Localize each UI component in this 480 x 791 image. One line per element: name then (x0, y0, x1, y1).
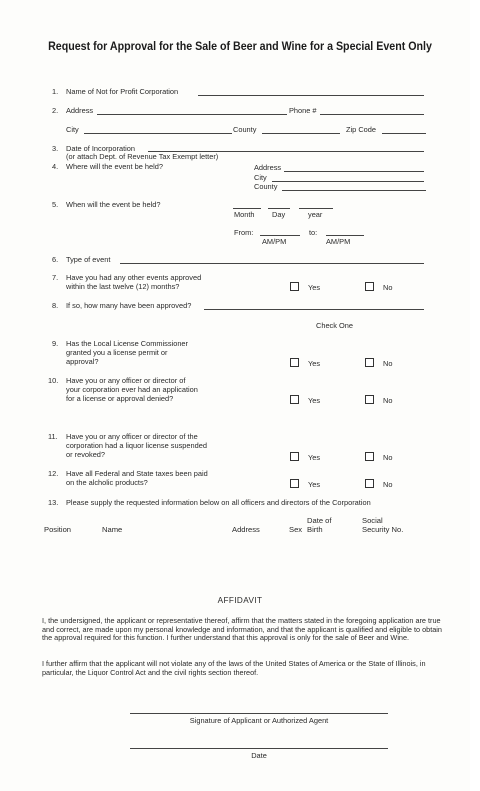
affidavit-paragraph-1: I, the undersigned, the applicant or representative thereof, affirm that the matters stated in the foregoing application are true and correct, are made upon my personal knowledge and information, and that the applicant is qualified and eligible to obtain the approval required for this function. I further understand that this approval is only for the sale of Beer and Wine. (42, 616, 442, 643)
q10-yes-checkbox[interactable] (290, 395, 299, 404)
from-ampm-label: AM/PM (262, 237, 287, 246)
to-label: to: (309, 228, 318, 237)
event-type-field[interactable] (120, 263, 424, 264)
from-label: From: (234, 228, 254, 237)
q7-text-line1: Have you had any other events approved (66, 273, 202, 282)
q12-yes-checkbox[interactable] (290, 479, 299, 488)
col-address: Address (232, 525, 260, 534)
q7-no-checkbox[interactable] (365, 282, 374, 291)
month-field[interactable] (233, 208, 261, 209)
item-number: 13. (48, 498, 59, 507)
signature-field[interactable] (130, 713, 388, 714)
q11-text-line1: Have you or any officer or director of the (66, 432, 198, 441)
q9-no-checkbox[interactable] (365, 358, 374, 367)
q11-no-checkbox[interactable] (365, 452, 374, 461)
item-number: 10. (48, 376, 59, 385)
col-position: Position (44, 525, 72, 534)
phone-field[interactable] (320, 114, 424, 115)
col-dob-line1: Date of (307, 516, 332, 525)
q7-text-line2: within the last twelve (12) months? (66, 282, 180, 291)
year-label: year (308, 210, 323, 219)
no-label: No (383, 396, 393, 405)
q9-yes-checkbox[interactable] (290, 358, 299, 367)
q11-text-line2: corporation had a liquor license suspended (66, 441, 207, 450)
incorporation-date-label: Date of Incorporation (66, 144, 136, 153)
event-county-field[interactable] (282, 190, 426, 191)
no-label: No (383, 453, 393, 462)
day-field[interactable] (268, 208, 290, 209)
zip-label: Zip Code (346, 125, 376, 134)
city-field[interactable] (84, 133, 232, 134)
from-time-field[interactable] (260, 235, 300, 236)
item-number: 2. (52, 106, 59, 115)
yes-label: Yes (308, 283, 321, 292)
to-time-field[interactable] (326, 235, 364, 236)
col-ssn-line2: Security No. (362, 525, 404, 534)
q9-text-line3: approval? (66, 357, 99, 366)
q12-no-checkbox[interactable] (365, 479, 374, 488)
item-number: 9. (52, 339, 59, 348)
city-label: City (66, 125, 79, 134)
corporation-name-field[interactable] (198, 95, 424, 96)
no-label: No (383, 283, 393, 292)
date-label: Date (251, 751, 267, 760)
yes-label: Yes (308, 480, 321, 489)
col-ssn-line1: Social (362, 516, 383, 525)
col-dob-line2: Birth (307, 525, 323, 534)
address-label: Address (66, 106, 94, 115)
q10-text-line3: for a license or approval denied? (66, 394, 174, 403)
yes-label: Yes (308, 396, 321, 405)
no-label: No (383, 480, 393, 489)
col-name: Name (102, 525, 123, 534)
page-edge (470, 0, 480, 791)
approved-count-label: If so, how many have been approved? (66, 301, 192, 310)
incorporation-date-field[interactable] (148, 151, 424, 152)
item-number: 7. (52, 273, 59, 282)
year-field[interactable] (299, 208, 333, 209)
item-number: 3. (52, 144, 59, 153)
approved-count-field[interactable] (204, 309, 424, 310)
signature-label: Signature of Applicant or Authorized Agent (189, 716, 329, 725)
incorporation-date-note: (or attach Dept. of Revenue Tax Exempt letter) (66, 152, 219, 161)
event-type-label: Type of event (66, 255, 111, 264)
event-date-label: When will the event be held? (66, 200, 161, 209)
to-ampm-label: AM/PM (326, 237, 351, 246)
county-field[interactable] (262, 133, 340, 134)
county-label: County (233, 125, 257, 134)
q12-text-line1: Have all Federal and State taxes been paid (66, 469, 208, 478)
form-title: Request for Approval for the Sale of Beer and Wine for a Special Event Only (48, 39, 432, 53)
zip-field[interactable] (382, 133, 426, 134)
q11-text-line3: or revoked? (66, 450, 106, 459)
q11-yes-checkbox[interactable] (290, 452, 299, 461)
corporation-name-label: Name of Not for Profit Corporation (66, 87, 179, 96)
item-number: 5. (52, 200, 59, 209)
event-location-label: Where will the event be held? (66, 162, 163, 171)
event-county-label: County (254, 182, 278, 191)
item-number: 8. (52, 301, 59, 310)
item-number: 1. (52, 87, 59, 96)
q10-text-line2: your corporation ever had an application (66, 385, 198, 394)
q9-text-line1: Has the Local License Commissioner (66, 339, 188, 348)
affidavit-paragraph-2: I further affirm that the applicant will not violate any of the laws of the United States of America or the State of Illinois, in particular, the Liquor Control Act and the civil rights section thereof. (42, 659, 426, 677)
day-label: Day (272, 210, 286, 219)
item-number: 6. (52, 255, 59, 264)
yes-label: Yes (308, 359, 321, 368)
col-sex: Sex (289, 525, 303, 534)
phone-label: Phone # (289, 106, 317, 115)
address-field[interactable] (97, 114, 287, 115)
q9-text-line2: granted you a license permit or (66, 348, 168, 357)
date-field[interactable] (130, 748, 388, 749)
event-city-label: City (254, 173, 267, 182)
event-address-field[interactable] (284, 171, 424, 172)
item-number: 11. (48, 432, 58, 441)
q10-text-line1: Have you or any officer or director of (66, 376, 186, 385)
q7-yes-checkbox[interactable] (290, 282, 299, 291)
event-city-field[interactable] (272, 181, 424, 182)
officers-instruction: Please supply the requested information below on all officers and directors of the Corporation (66, 498, 371, 507)
q10-no-checkbox[interactable] (365, 395, 374, 404)
no-label: No (383, 359, 393, 368)
event-address-label: Address (254, 163, 282, 172)
month-label: Month (234, 210, 255, 219)
item-number: 12. (48, 469, 59, 478)
affidavit-heading: AFFIDAVIT (217, 596, 263, 605)
check-one-label: Check One (316, 321, 353, 330)
item-number: 4. (52, 162, 59, 171)
yes-label: Yes (308, 453, 321, 462)
q12-text-line2: on the alcholic products? (66, 478, 148, 487)
